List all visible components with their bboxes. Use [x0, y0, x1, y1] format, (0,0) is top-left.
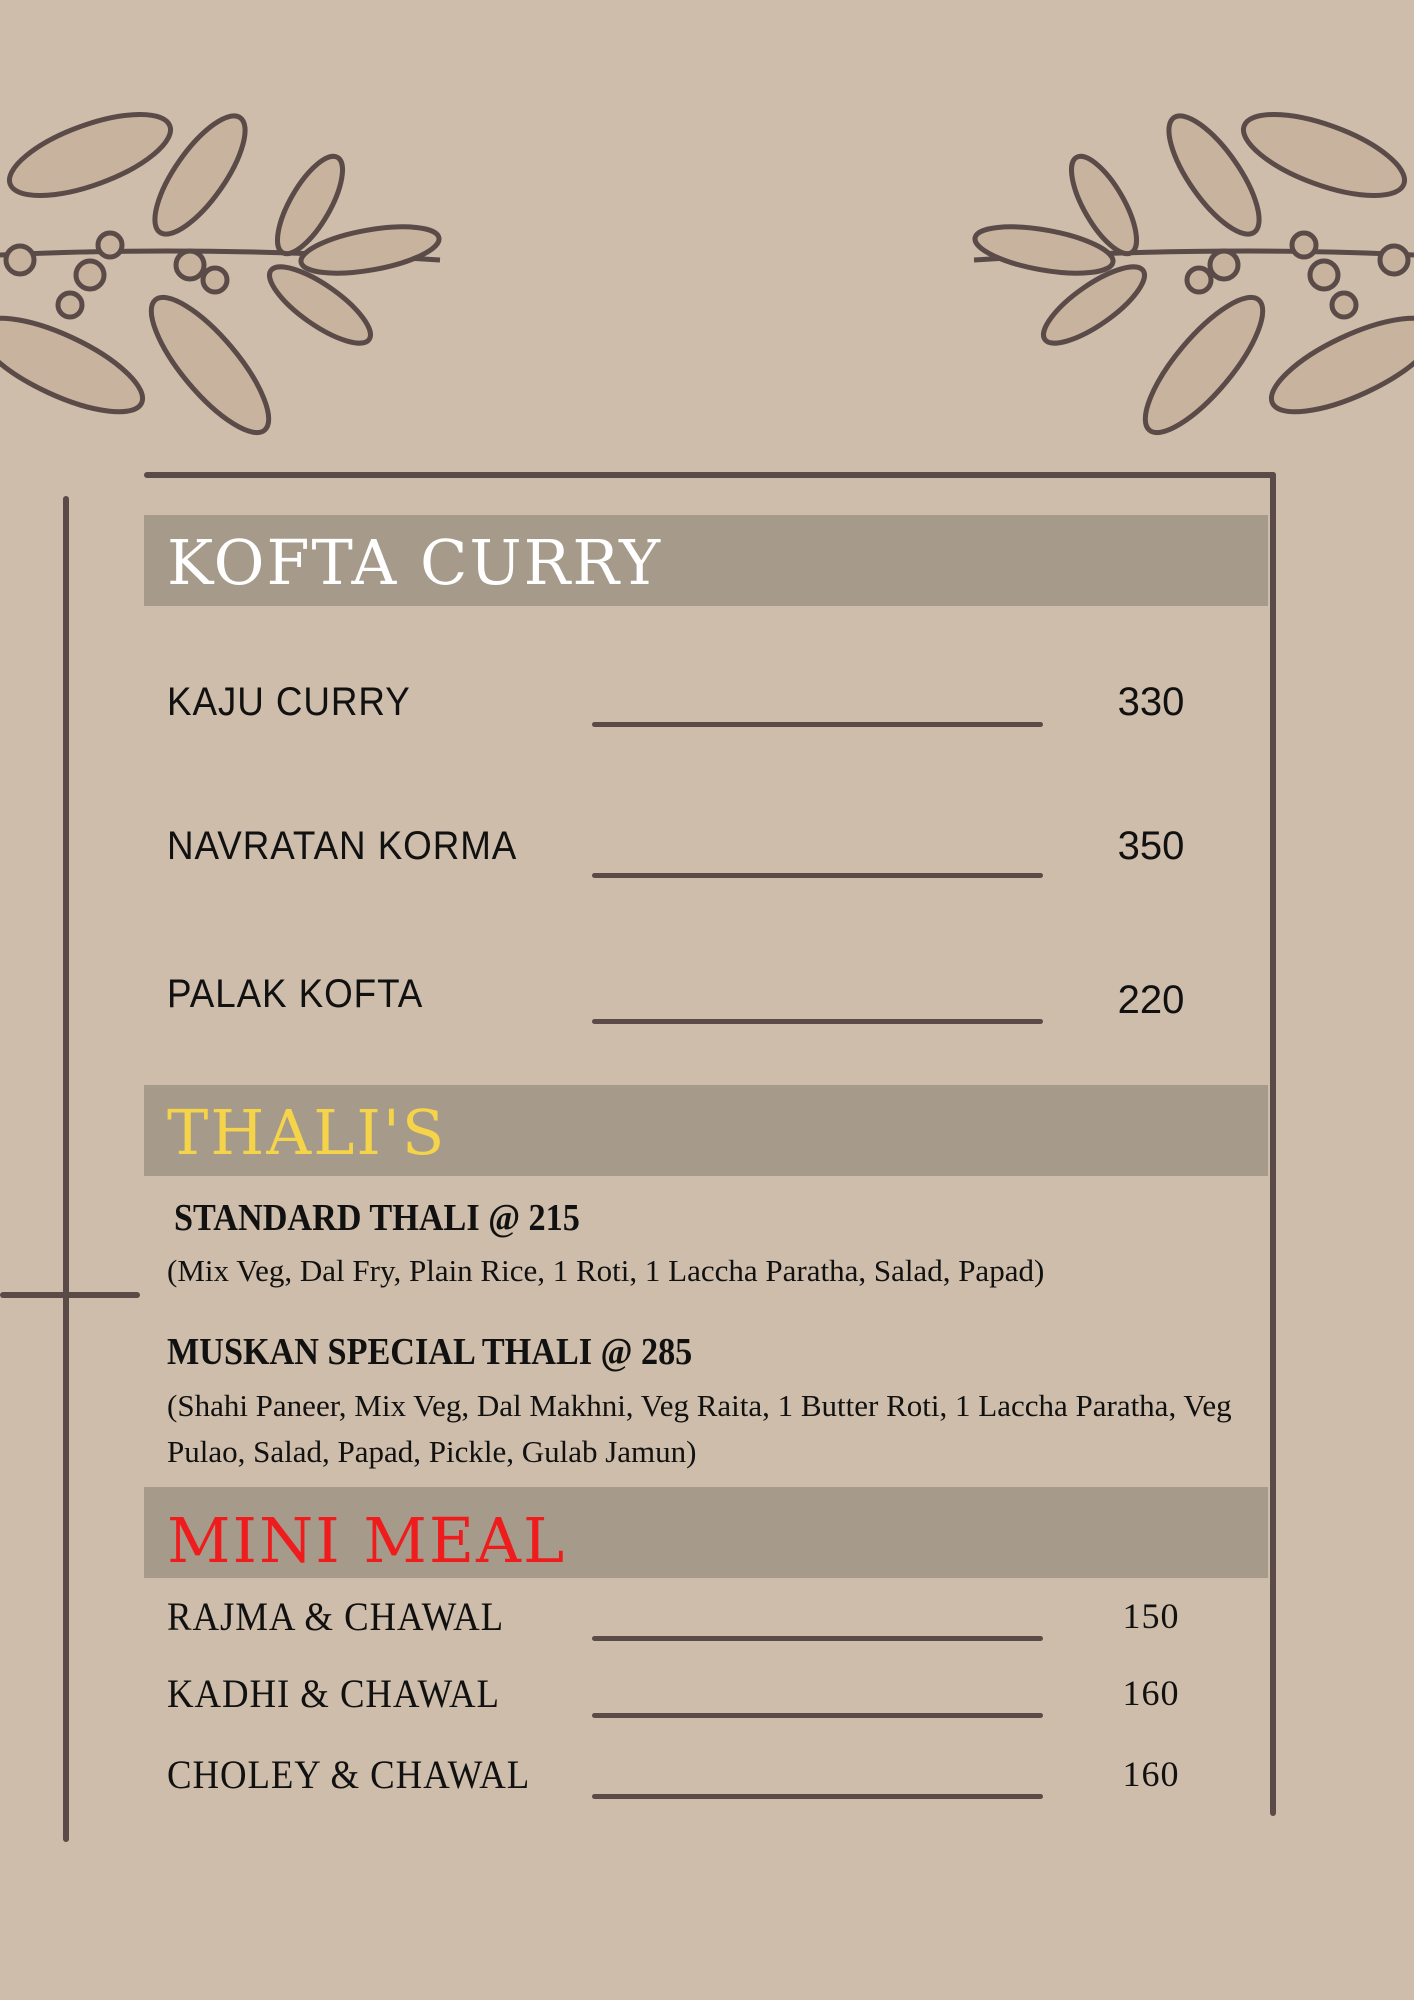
leader-line [592, 1636, 1043, 1641]
menu-item-name: CHOLEY & CHAWAL [167, 1752, 531, 1797]
menu-item-price: 220 [1117, 978, 1185, 1022]
thali-title: STANDARD THALI @ 215 [174, 1197, 580, 1239]
thali-description: (Mix Veg, Dal Fry, Plain Rice, 1 Roti, 1 Laccha Paratha, Salad, Papad) [167, 1253, 1045, 1288]
leader-line [592, 1794, 1043, 1799]
section-title: THALI'S [167, 1096, 447, 1169]
coffee-branch-right-icon [964, 95, 1414, 455]
menu-item-price: 160 [1122, 1754, 1180, 1794]
leader-line [592, 873, 1043, 878]
menu-item-price: 150 [1122, 1596, 1180, 1636]
menu-item-price: 160 [1122, 1673, 1180, 1713]
leader-line [592, 1019, 1043, 1024]
frame-right-line [1270, 472, 1276, 1816]
thali-description: (Shahi Paneer, Mix Veg, Dal Makhni, Veg Raita, 1 Butter Roti, 1 Laccha Paratha, Veg Pulao, Salad, Papad, Pickle, Gulab Jamun) [167, 1388, 1232, 1469]
section-header-thalis [144, 1085, 1268, 1176]
menu-item-name: RAJMA & CHAWAL [167, 1594, 505, 1639]
section-header-mini-meal [144, 1487, 1268, 1578]
menu-item-name: PALAK KOFTA [167, 972, 424, 1016]
menu-item-name: NAVRATAN KORMA [167, 824, 518, 868]
menu-item-name: KADHI & CHAWAL [167, 1671, 500, 1716]
menu-item-name: KAJU CURRY [167, 680, 411, 724]
section-title: KOFTA CURRY [167, 526, 663, 599]
thali-title: MUSKAN SPECIAL THALI @ 285 [167, 1331, 693, 1373]
coffee-branch-left-icon [0, 95, 450, 455]
leader-line [592, 1713, 1043, 1718]
menu-item-price: 350 [1117, 824, 1185, 868]
section-title: MINI MEAL [167, 1504, 567, 1577]
frame-crossbar-line [0, 1292, 140, 1298]
section-header-kofta-curry [144, 515, 1268, 606]
frame-top-line [144, 472, 1276, 478]
menu-item-price: 330 [1117, 680, 1185, 724]
frame-left-line [63, 496, 69, 1842]
leader-line [592, 722, 1043, 727]
